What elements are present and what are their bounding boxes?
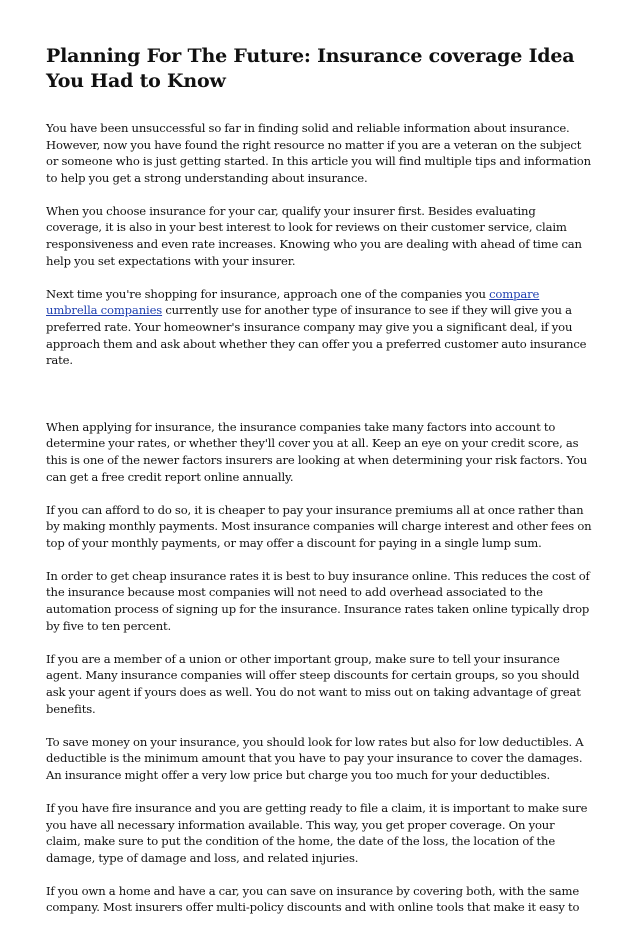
document-title: Planning For The Future: Insurance coverage Idea You Had to Know: [46, 45, 575, 92]
compare-umbrella-companies-link[interactable]: compare umbrella companies: [46, 286, 540, 318]
paragraph-credit-score: When applying for insurance, the insurance companies take many factors into account to determine your rates, or whether they'll cover you at all. Keep an eye on your credit score, as this is one of the newer factors insurers are looking at when determining your risk factors. You can get a free credit report online annually.: [46, 419, 588, 484]
paragraph-shopping: [46, 286, 592, 369]
paragraph-pay-at-once: If you can afford to do so, it is cheaper to pay your insurance premiums all at once rather than by making monthly payments. Most insurance companies will charge interest and other fees on top of your monthly payments, or may offer a discount for paying in a single lump sum.: [46, 502, 592, 550]
paragraph-home-and-car: If you own a home and have a car, you can save on insurance by covering both, with the same company. Most insurers offer multi-policy discounts and with online tools that make it easy to: [46, 883, 580, 915]
paragraph-buy-online: In order to get cheap insurance rates it is best to buy insurance online. This reduces the cost of the insurance because most companies will not need to add overhead associated to the automation process of signing up for the insurance. Insurance rates taken online typically drop by five to ten percent.: [46, 568, 590, 633]
paragraph-text-after-link: currently use for another type of insurance to see if they will give you a preferred rate. Your homeowner's insurance company may give you a significant deal, if you approach them and ask about whether they can offer you a preferred customer auto insurance rate.: [46, 303, 587, 368]
paragraph-union-member: If you are a member of a union or other important group, make sure to tell your insurance agent. Many insurance companies will offer steep discounts for certain groups, so you should ask your agent if yours does as well. You do not want to miss out on taking advantage of great benefits.: [46, 651, 581, 716]
paragraph-text-before-link: Next time you're shopping for insurance, approach one of the companies you: [46, 286, 490, 301]
paragraph-car-insurer: When you choose insurance for your car, qualify your insurer first. Besides evaluating coverage, it is also in your best interest to look for reviews on their customer service, claim responsiveness and even rate increases. Knowing who you are dealing with ahead of time can help you set expectations with your insurer.: [46, 203, 582, 268]
paragraph-fire-insurance: If you have fire insurance and you are getting ready to file a claim, it is important to make sure you have all necessary information available. This way, you get proper coverage. On your claim, make sure to put the condition of the home, the date of the loss, the location of the damage, type of damage and loss, and related injuries.: [46, 800, 588, 865]
paragraph-intro: You have been unsuccessful so far in finding solid and reliable information about insurance. However, now you have found the right resource no matter if you are a veteran on the subject or someone who is just getting started. In this article you will find multiple tips and information to help you get a strong understanding about insurance.: [46, 121, 591, 185]
document-page: [46, 44, 592, 932]
paragraph-deductibles: To save money on your insurance, you should look for low rates but also for low deductibles. A deductible is the minimum amount that you have to pay your insurance to cover the damages. An insurance might offer a very low price but charge you too much for your deductibles.: [46, 734, 584, 782]
